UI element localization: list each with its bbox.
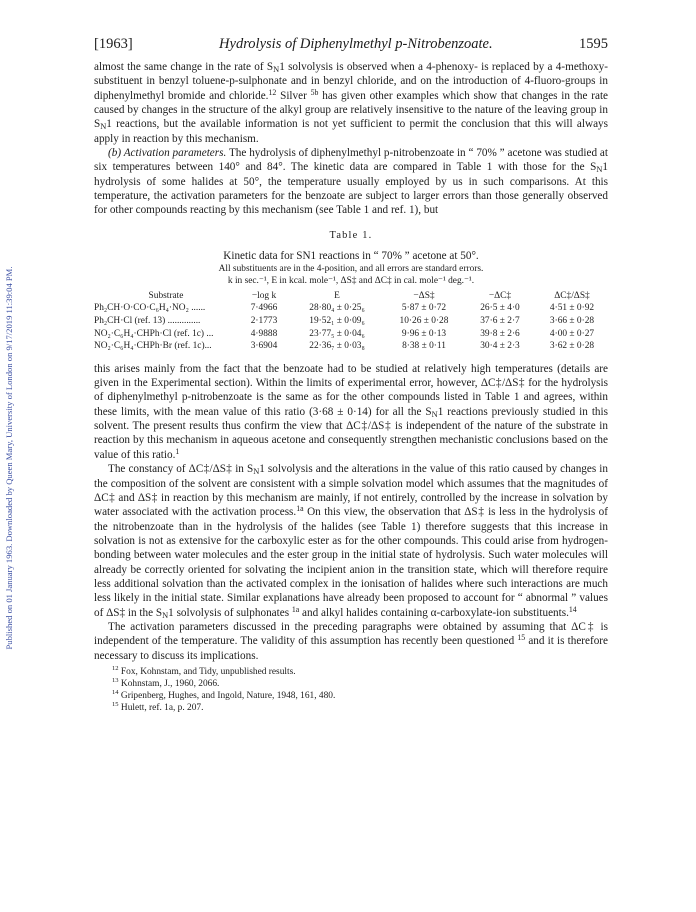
column-header: E bbox=[334, 290, 340, 301]
download-watermark bbox=[2, 95, 16, 820]
table-cell: 2·1773 bbox=[250, 315, 278, 326]
table-cell: 4·51 ± 0·92 bbox=[549, 303, 595, 314]
journal-page bbox=[94, 36, 608, 714]
reference-mark: 1 bbox=[175, 446, 180, 456]
table-cell: 10·26 ± 0·28 bbox=[399, 315, 449, 326]
paragraph-4: The constancy of ΔC‡/ΔS‡ in $S_N1$ solvolysis and the alterations in the value of this ratio caused by changes in the composition of the solvent are consistent with a simple solvation model which assumes that the magnitudes of ΔC‡ and ΔS‡ in reaction by this mechanism are mainly, if not entirely, controlled by the increase in solvation by water associated with the activation process.$^{1a}$ On this view, the observation that ΔS‡ is less in the hydrolysis of the nitrobenzoate than in the hydrolysis of the halides (see Table 1) therefore suggests that this increase in solvation is not as extensive for the carboxylic ester as for the other compounds. This could arise from hydrogen-bonding between water molecules and the ester group in the initial state of hydrolysis. Such water molecules will already be correctly oriented for solvating the incipient anion in the transition state, which will therefore require less additional solvation than the activated complex in the ionisation of halides where such interactions are much less likely in the initial state. Similar explanations have already been proposed to account for “ abnormal ” values of ΔS‡ in the $S_N1$ solvolysis of sulphonates $^{1a}$ and alkyl halides containing α-carboxylate-ion substituents.$^{14}$ bbox=[94, 463, 608, 620]
table-cell: 39·8 ± 2·6 bbox=[480, 328, 520, 339]
table-cell: 4·00 ± 0·27 bbox=[549, 328, 595, 339]
table-cell: 9·96 ± 0·13 bbox=[401, 328, 447, 339]
table-cell: NO₂·C₆H₄·CHPh·Br (ref. 1c)... bbox=[94, 341, 212, 352]
kinetic-data-table bbox=[94, 290, 608, 353]
table-cell: 19·52₁ ± 0·09₆ bbox=[309, 315, 365, 326]
table-cell: 3·62 ± 0·28 bbox=[549, 341, 595, 352]
paragraph-1: almost the same change in the rate of $S_N1$ solvolysis is observed when a 4-phenoxy- is replaced by a 4-methoxy-substituent in benzyl toluene-p-sulphonate and in benzyl chloride, and on the introduction of 4-fluoro-groups in diphenylmethyl bromide and chloride.$^{12}$ Silver $^{5b}$ has given other examples which show that changes in the rate caused by changes in the structure of the alkyl group are relatively insensitive to the nature of the leaving group in $S_N1$ reactions, but the available information is not yet sufficient to permit the conclusion that this will always apply in reaction by this mechanism. bbox=[94, 61, 609, 145]
footnote: $^{14}$ Gripenberg, Hughes, and Ingold, Nature, 1948, 161, 480. bbox=[112, 688, 336, 701]
column-header: −ΔS‡ bbox=[413, 290, 435, 301]
paragraph-5: The activation parameters discussed in the preceding paragraphs were obtained by assuming that ΔC‡ is independent of the temperature. The validity of this assumption has recently been questioned $^{15}$ and it is therefore necessary to discuss its implications. bbox=[94, 620, 609, 662]
header-title: Hydrolysis of Diphenylmethyl p-Nitrobenzoate. bbox=[219, 36, 493, 52]
table-cell: 4·9888 bbox=[250, 328, 278, 339]
running-header bbox=[94, 36, 608, 60]
table-cell: 23·77₅ ± 0·04₆ bbox=[309, 328, 365, 339]
table-row bbox=[94, 315, 608, 328]
table-cell: Ph₂CH·Cl (ref. 13) .............. bbox=[94, 315, 201, 326]
reference-mark: 14 bbox=[568, 604, 577, 614]
paragraph-3: this arises mainly from the fact that the benzoate had to be studied at relatively high temperatures (details are given in the Experimental section). Within the limits of experimental error, however, ΔC‡/ΔS‡ for the hydrolysis of diphenylmethyl p-nitrobenzoate is the same as for the other compounds listed in Table 1 and agrees, within these limits, with the mean value of this ratio (3·68 ± 0·14) for all the $S_N1$ reactions previously studied in this solvent. The present results thus confirm the view that ΔC‡/ΔS‡ is independent of the nature of the substrate in reaction by this mechanism in aqueous acetone and consequently strengthen mechanistic conclusions based on the value of this ratio.$^1$ bbox=[94, 362, 608, 461]
table-cell: 26·5 ± 4·0 bbox=[480, 303, 520, 314]
column-header: ΔC‡/ΔS‡ bbox=[554, 290, 590, 301]
reference-mark: 1a bbox=[296, 504, 304, 514]
header-page-number: 1595 bbox=[579, 36, 608, 52]
footnote: $^{12}$ Fox, Kohnstam, and Tidy, unpublished results. bbox=[112, 664, 296, 677]
download-notice: Published on 01 January 1963. Downloaded by Queen Mary, University of London on 9/17/2019 11:39:04 PM. bbox=[4, 266, 14, 649]
column-header: −ΔC‡ bbox=[488, 290, 512, 301]
table-note-1: All substituents are in the 4-position, and all errors are standard errors. bbox=[218, 263, 484, 274]
footnote: $^{15}$ Hulett, ref. 1a, p. 207. bbox=[112, 700, 204, 713]
table-cell: Ph₂CH·O·CO·C₆H₄·NO₂ ...... bbox=[94, 303, 206, 314]
paragraph-activation-parameters: (b) Activation parameters. The hydrolysis of diphenylmethyl p-nitrobenzoate in “ 70% ” acetone was studied at six temperatures between 140° and 84°. The kinetic data are compared in Table 1 with those for the $S_N1$ hydrolysis of some halides at 50°, the temperature usually employed by us in such comparisons. At this temperature, the activation parameters for the benzoate are subject to larger errors than those generally observed for other compounds reacting by this mechanism (see Table 1 and ref. 1), but bbox=[94, 147, 608, 217]
header-year: [1963] bbox=[94, 36, 133, 52]
table-cell: 7·4966 bbox=[250, 303, 278, 314]
footnotes bbox=[94, 666, 608, 714]
table-cell: 37·6 ± 2·7 bbox=[480, 315, 520, 326]
column-header: Substrate bbox=[148, 290, 184, 301]
table-header-row bbox=[94, 290, 608, 303]
reference-mark: 12 bbox=[268, 87, 277, 97]
table-cell: 22·36₇ ± 0·03₈ bbox=[309, 341, 365, 352]
footnote: $^{13}$ Kohnstam, J., 1960, 2066. bbox=[112, 676, 220, 689]
table-row bbox=[94, 328, 608, 341]
table-row bbox=[94, 340, 608, 353]
table-cell: 3·66 ± 0·28 bbox=[549, 315, 595, 326]
table-cell: 28·80₄ ± 0·25₆ bbox=[309, 303, 365, 314]
reference-mark: 5b bbox=[310, 87, 319, 97]
table-cell: 3·6904 bbox=[250, 341, 278, 352]
section-lead: (b) Activation parameters. bbox=[108, 147, 227, 160]
table-note-2: k in sec.⁻¹, E in kcal. mole⁻¹, ΔS‡ and ΔC‡ in cal. mole⁻¹ deg.⁻¹. bbox=[227, 276, 475, 287]
table-row bbox=[94, 302, 608, 315]
table-cell: 30·4 ± 2·3 bbox=[480, 341, 520, 352]
table-cell: NO₂·C₆H₄·CHPh·Cl (ref. 1c) ... bbox=[94, 328, 214, 339]
table-cell: 5·87 ± 0·72 bbox=[401, 303, 447, 314]
reference-mark: 15 bbox=[517, 633, 526, 643]
column-header: −log k bbox=[251, 290, 277, 301]
table-label: Table 1. bbox=[329, 229, 373, 241]
reference-mark: 1a bbox=[291, 604, 300, 614]
table-caption: Kinetic data for SN1 reactions in “ 70% ” acetone at 50°. bbox=[223, 249, 479, 262]
table-cell: 8·38 ± 0·11 bbox=[402, 341, 446, 352]
